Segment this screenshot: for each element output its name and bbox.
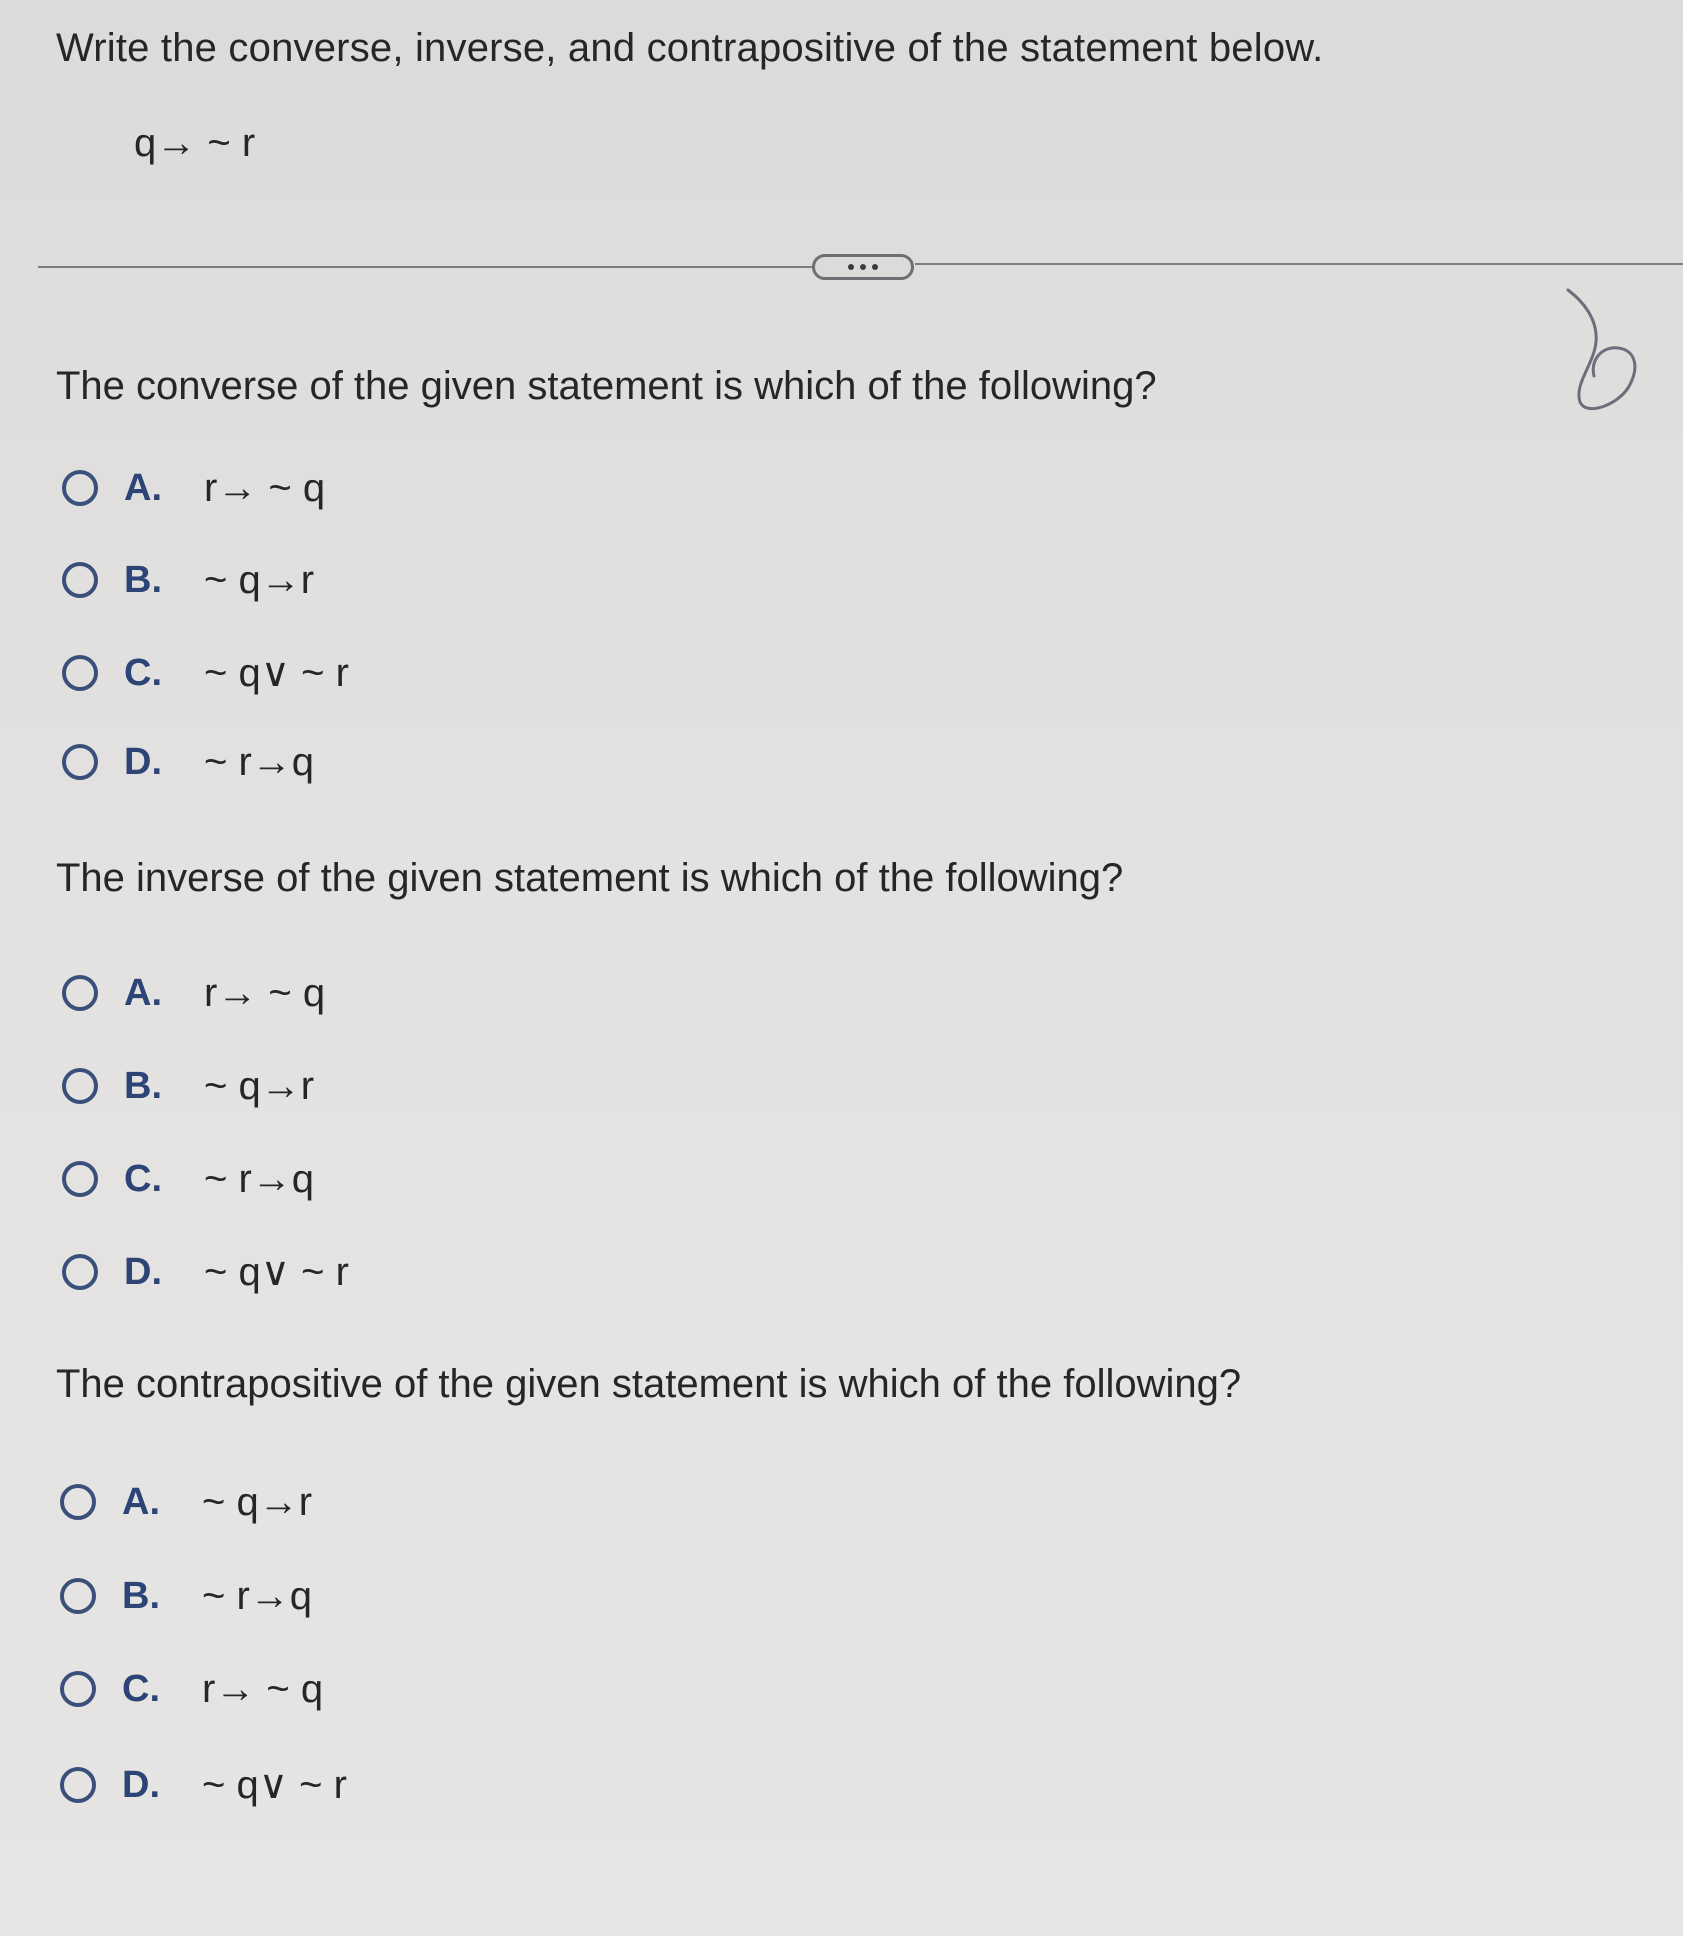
option-expression: ~ q∨ ~ r xyxy=(204,1250,349,1294)
radio-circle-icon[interactable] xyxy=(62,1161,98,1197)
contrapositive-option-c[interactable] xyxy=(60,1664,323,1714)
section-divider-right xyxy=(915,263,1683,265)
option-expression: ~ q→r xyxy=(202,1479,313,1524)
option-expression: r→ ~ q xyxy=(202,1666,324,1711)
inverse-option-b[interactable] xyxy=(62,1061,314,1111)
option-letter: D. xyxy=(122,1763,160,1806)
pen-scribble-mark xyxy=(1554,284,1654,424)
inverse-option-a[interactable] xyxy=(62,968,325,1018)
option-expression: r→ ~ q xyxy=(204,465,326,510)
option-expression: ~ r→q xyxy=(204,739,315,784)
inverse-option-c[interactable] xyxy=(62,1154,314,1204)
option-letter: C. xyxy=(124,651,162,694)
option-letter: A. xyxy=(122,1480,160,1523)
problem-prompt: Write the converse, inverse, and contrapositive of the statement below. xyxy=(56,26,1324,70)
option-letter: C. xyxy=(122,1667,160,1710)
radio-circle-icon[interactable] xyxy=(60,1767,96,1803)
contrapositive-option-a[interactable] xyxy=(60,1477,312,1527)
option-letter: D. xyxy=(124,740,162,783)
option-letter: B. xyxy=(122,1574,160,1617)
radio-circle-icon[interactable] xyxy=(62,1254,98,1290)
option-letter: C. xyxy=(124,1157,162,1200)
option-letter: B. xyxy=(124,1064,162,1107)
converse-option-d[interactable] xyxy=(62,737,314,787)
section-divider-left xyxy=(38,266,813,268)
given-statement: q→ ~ r xyxy=(134,121,256,165)
converse-option-c[interactable] xyxy=(62,648,349,698)
ellipsis-icon xyxy=(848,264,854,270)
converse-option-a[interactable] xyxy=(62,463,325,513)
radio-circle-icon[interactable] xyxy=(62,470,98,506)
question-contrapositive: The contrapositive of the given statement is which of the following? xyxy=(56,1362,1242,1406)
option-letter: A. xyxy=(124,971,162,1014)
question-converse: The converse of the given statement is which of the following? xyxy=(56,364,1157,408)
inverse-option-d[interactable] xyxy=(62,1247,349,1297)
radio-circle-icon[interactable] xyxy=(62,655,98,691)
radio-circle-icon[interactable] xyxy=(62,975,98,1011)
ellipsis-icon xyxy=(872,264,878,270)
radio-circle-icon[interactable] xyxy=(62,562,98,598)
option-expression: ~ q∨ ~ r xyxy=(202,1763,347,1807)
option-expression: ~ r→q xyxy=(202,1573,313,1618)
option-letter: A. xyxy=(124,466,162,509)
radio-circle-icon[interactable] xyxy=(60,1578,96,1614)
option-letter: D. xyxy=(124,1250,162,1293)
more-options-button[interactable] xyxy=(812,254,914,280)
radio-circle-icon[interactable] xyxy=(62,744,98,780)
option-letter: B. xyxy=(124,558,162,601)
contrapositive-option-b[interactable] xyxy=(60,1571,312,1621)
converse-option-b[interactable] xyxy=(62,555,314,605)
contrapositive-option-d[interactable] xyxy=(60,1760,347,1810)
option-expression: ~ r→q xyxy=(204,1156,315,1201)
option-expression: ~ q∨ ~ r xyxy=(204,651,349,695)
radio-circle-icon[interactable] xyxy=(62,1068,98,1104)
radio-circle-icon[interactable] xyxy=(60,1671,96,1707)
option-expression: ~ q→r xyxy=(204,557,315,602)
radio-circle-icon[interactable] xyxy=(60,1484,96,1520)
option-expression: ~ q→r xyxy=(204,1063,315,1108)
ellipsis-icon xyxy=(860,264,866,270)
question-inverse: The inverse of the given statement is which of the following? xyxy=(56,856,1124,900)
option-expression: r→ ~ q xyxy=(204,970,326,1015)
